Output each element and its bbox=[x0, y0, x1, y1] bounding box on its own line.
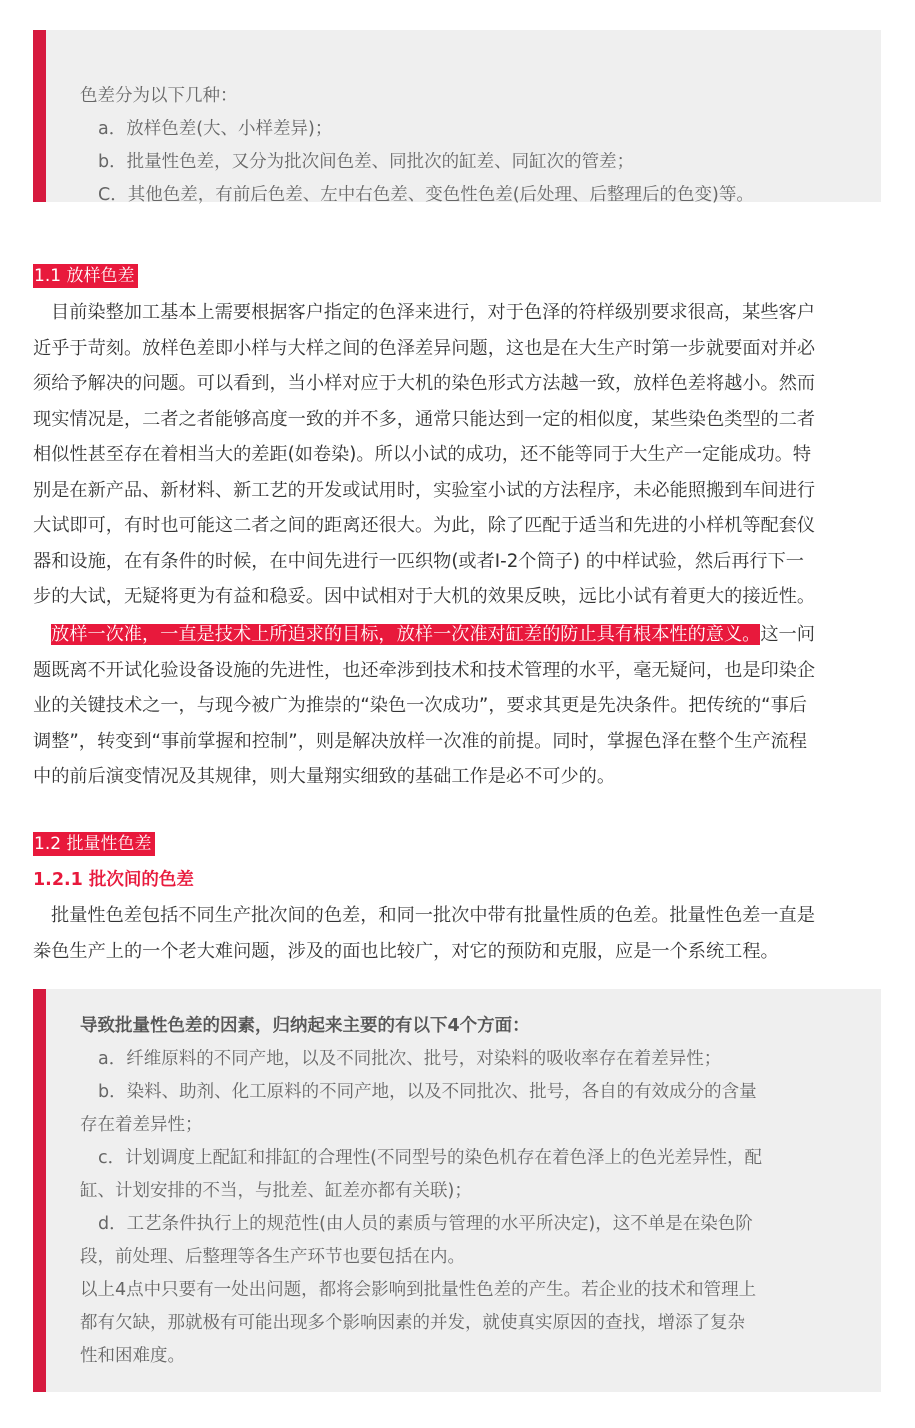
paragraph bbox=[33, 295, 883, 615]
list-item: b．染料、助剂、化工原料的不同产地，以及不同批次、批号，各自的有效成分的含量 bbox=[98, 1082, 757, 1102]
text-line: 目前染整加工基本上需要根据客户指定的色泽来进行，对于色泽的符样级别要求很高，某些客户 bbox=[51, 302, 815, 323]
list-item: b．批量性色差，又分为批次间色差、同批次的缸差、同缸次的管差； bbox=[98, 152, 635, 172]
text-line: 中的前后演变情况及其规律，则大量翔实细致的基础工作是必不可少的。 bbox=[33, 766, 616, 787]
text-line: 桊色生产上的一个老大难问题，涉及的面也比较广，对它的预防和克服，应是一个系统工程。 bbox=[33, 940, 779, 962]
text-line bbox=[33, 617, 883, 653]
list-item-continuation: 缸、计划安排的不当，与批差、缸差亦都有关联)； bbox=[80, 1181, 472, 1201]
text-line: 题既离不开试化验设备设施的先进性，也还牵涉到技术和技术管理的水平，毫无疑问，也是印染企 bbox=[33, 659, 816, 681]
text-line: 步的大试，无疑将更为有益和稳妥。因中试相对于大机的效果反映，远比小试有着更大的接近性。 bbox=[33, 586, 816, 607]
text-line: 大试即可，有时也可能这二者之间的距离还很大。为此，除了匹配于适当和先进的小样机等配套仪 bbox=[33, 515, 816, 536]
text-line: 器和设施，在有条件的时候，在中间先进行一匹织物(或者I-2个筒子) 的中样试验，然后再行下一 bbox=[33, 550, 804, 572]
color-difference-types-box bbox=[33, 30, 881, 205]
box-heading: 导致批量性色差的因素，归纳起来主要的有以下4个方面： bbox=[80, 1016, 530, 1036]
summary-line: 都有欠缺，那就极有可能出现多个影响因素的并发，就使真实原因的查找，增添了复杂 bbox=[80, 1313, 745, 1333]
summary-line: 性和困难度。 bbox=[80, 1346, 185, 1366]
list-item: d．工艺条件执行上的规范性(由人员的素质与管理的水平所决定)，这不单是在染色阶 bbox=[98, 1214, 753, 1234]
text-line: 别是在新产品、新材料、新工艺的开发或试用时，实验室小试的方法程序，未必能照搬到车间进行 bbox=[33, 479, 816, 501]
paragraph bbox=[33, 617, 883, 795]
text-span: 这一问 bbox=[760, 624, 815, 645]
list-item-continuation: 段，前处理、后整理等各生产环节也要包括在内。 bbox=[80, 1247, 465, 1267]
highlighted-sentence: 放样一次准，一直是技术上所追求的目标，放样一次准对缸差的防止具有根本性的意义。 bbox=[51, 624, 761, 645]
list-item: c．计划调度上配缸和排缸的合理性(不同型号的染色机存在着色泽上的色光差异性，配 bbox=[98, 1148, 762, 1168]
list-item: a．放样色差(大、小样差异)； bbox=[98, 119, 333, 139]
text-line: 现实情况是，二者之者能够高度一致的并不多，通常只能达到一定的相似度，某些染色类型的二者 bbox=[33, 408, 816, 430]
text-line: 须给予解决的问题。可以看到，当小样对应于大机的染色形式方法越一致，放样色差将越小。然而 bbox=[33, 373, 816, 394]
subsection-heading-1-2-1: 1.2.1 批次间的色差 bbox=[33, 870, 194, 890]
paragraph bbox=[33, 898, 883, 969]
text-line: 批量性色差包括不同生产批次间的色差，和同一批次中带有批量性质的色差。批量性色差一直是 bbox=[51, 905, 815, 926]
summary-line: 以上4点中只要有一处出问题，都将会影响到批量性色差的产生。若企业的技术和管理上 bbox=[80, 1280, 757, 1300]
section-heading-1-1: 1.1 放样色差 bbox=[33, 264, 138, 288]
list-item: C．其他色差，有前后色差、左中右色差、变色性色差(后处理、后整理后的色变)等。 bbox=[98, 185, 754, 205]
list-item: a．纤维原料的不同产地，以及不同批次、批号，对染料的吸收率存在着差异性； bbox=[98, 1049, 722, 1069]
batch-factors-box bbox=[33, 989, 881, 1392]
text-line: 业的关键技术之一，与现今被广为推崇的“染色一次成功”，要求其更是先决条件。把传统的“事后 bbox=[33, 695, 807, 716]
section-heading-1-2: 1.2 批量性色差 bbox=[33, 832, 155, 856]
list-item-continuation: 存在着差异性； bbox=[80, 1115, 203, 1135]
text-line: 调整”，转变到“事前掌握和控制”，则是解决放样一次准的前提。同时，掌握色泽在整个生产流程 bbox=[33, 730, 807, 752]
text-line: 相似性甚至存在着相当大的差距(如卷染)。所以小试的成功，还不能等同于大生产一定能成功。特 bbox=[33, 444, 812, 465]
text-line: 近乎于苛刻。放样色差即小样与大样之间的色泽差异问题，这也是在大生产时第一步就要面对并必 bbox=[33, 337, 816, 359]
box-intro: 色差分为以下几种： bbox=[80, 86, 238, 106]
